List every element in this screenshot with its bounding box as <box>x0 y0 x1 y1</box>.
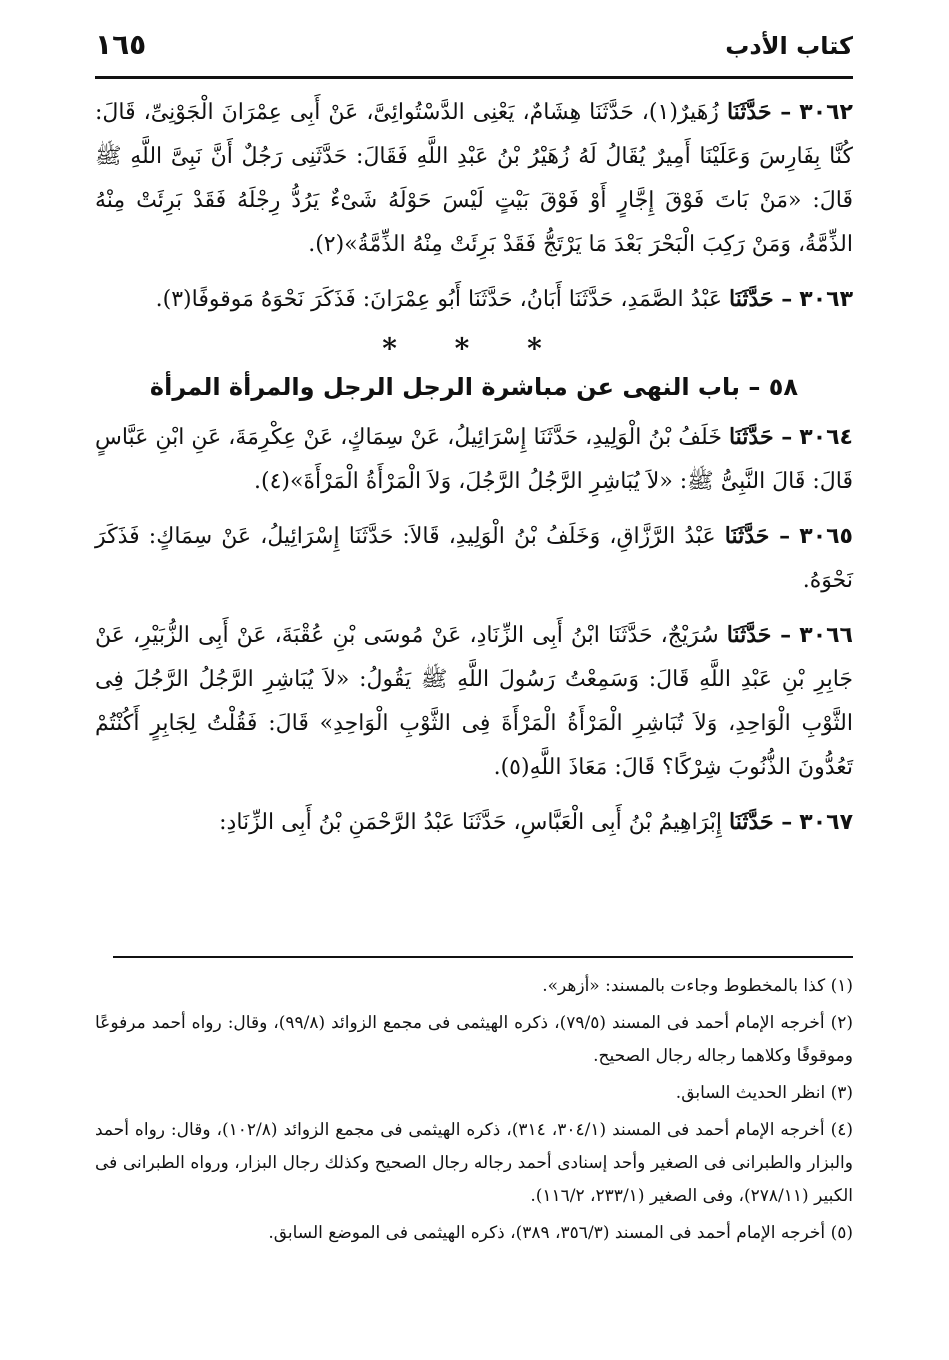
hadith-lead: حَدَّثَنَا <box>724 523 770 549</box>
hadith-text: عَبْدُ الصَّمَدِ، حَدَّثَنَا أَبَانُ، حَدَّثَنَا أَبُو عِمْرَانَ: فَذَكَرَ نَحْوَهُ مَوقوفًا(٣). <box>155 287 722 312</box>
footnote-mark: (١) <box>830 976 853 996</box>
footnote-text: كذا بالمخطوط وجاءت بالمسند: «أزهر». <box>542 976 826 996</box>
header-rule <box>95 76 853 79</box>
hadith-text: إِبْرَاهِيمُ بْنُ أَبِى الْعَبَّاسِ، حَدَّثَنَا عَبْدُ الرَّحْمَنِ بْنُ أَبِى الزِّنَادِ: <box>219 810 722 835</box>
hadith-lead: حَدَّثَنَا <box>728 424 774 450</box>
hadith-text: سُرَيْجٌ، حَدَّثَنَا ابْنُ أَبِى الزِّنَادِ، عَنْ مُوسَى بْنِ عُقْبَةَ، عَنْ أَبِى الزُّبَيْرِ، عَنْ جَابِرِ بْنِ عَبْدِ اللَّهِ قَالَ: وَسَمِعْتُ رَسُولَ اللَّهِ ﷺ يَقُولُ: «لاَ يُبَاشِرِ الرَّجُلُ الرَّجُلَ فِى الثَّوْبِ الْوَاحِدِ، وَلاَ تُبَاشِرِ الْمَرْأَةُ الْمَرْأَةَ فِى الثَّوْبِ الْوَاحِدِ» قَالَ: فَقُلْتُ لِجَابِرٍ أَكُنْتُمْ تَعُدُّونَ الذُّنُوبَ شِرْكًا؟ قَالَ: مَعَاذَ اللَّهِ(٥). <box>95 623 853 780</box>
footnote-3 <box>95 1077 853 1110</box>
footnote-text: أخرجه الإمام أحمد فى المسند (٣٥٦/٣، ٣٨٩)، ذكره الهيثمى فى الموضع السابق. <box>268 1223 826 1243</box>
hadith-3063: ٣٠٦٣ – حَدَّثَنَا عَبْدُ الصَّمَدِ، حَدَّثَنَا أَبَانُ، حَدَّثَنَا أَبُو عِمْرَانَ: فَذَكَرَ نَحْوَهُ مَوقوفًا(٣). <box>155 286 853 312</box>
hadith-number: ٣٠٦٤ <box>799 425 853 450</box>
book-title: كتاب الأدب <box>725 32 853 60</box>
page-header <box>95 28 853 68</box>
page-number: ١٦٥ <box>95 28 147 61</box>
hadith-text: عَبْدُ الرَّزَّاقِ، وَخَلَفُ بْنُ الْوَلِيدِ، قَالاَ: حَدَّثَنَا إِسْرَائِيلُ، عَنْ سِمَاكٍ: فَذَكَرَ نَحْوَهُ. <box>95 524 853 593</box>
hadith-3062: ٣٠٦٢ – حَدَّثَنَا زُهَيرٌ(١)، حَدَّثَنَا هِشَامٌ، يَعْنِى الدَّسْتُوائِىَّ، عَنْ أَبِى عِمْرَانَ الْجَوْنِىِّ، قَالَ: كُنَّا بِفَارِسَ وَعَلَيْنَا أَمِيرٌ يُقَالُ لَهُ زُهَيْرُ بْنُ عَبْدِ اللَّهِ فَقَالَ: حَدَّثَنِى رَجُلٌ أَنَّ نَبِىَّ اللَّهِ ﷺ قَالَ: «مَنْ بَاتَ فَوْقَ إِجَّارٍ أَوْ فَوْقَ بَيْتٍ لَيْسَ حَوْلَهُ شَىْءٌ يَرُدُّ رِجْلَهُ فَقَدْ بَرِئَتْ مِنْهُ الذِّمَّةُ، وَمَنْ رَكِبَ الْبَحْرَ بَعْدَ مَا يَرْتَجُّ فَقَدْ بَرِئَتْ مِنْهُ الذِّمَّةُ»(٢). <box>95 99 853 257</box>
hadith-number: ٣٠٦٣ <box>799 287 853 312</box>
footnote-5 <box>95 1217 853 1250</box>
hadith-number: ٣٠٦٦ <box>799 623 853 648</box>
chapter-title: ٥٨ – باب النهى عن مباشرة الرجل الرجل والمرأة المرأة <box>149 373 799 401</box>
footnote-2 <box>95 1007 853 1073</box>
footnote-text: أخرجه الإمام أحمد فى المسند (٧٩/٥)، ذكره الهيثمى فى مجمع الزوائد (٩٩/٨)، وقال: رواه أحمد مرفوعًا وموقوفًا وكلاهما رجاله رجال الصحيح. <box>95 1013 853 1066</box>
footnote-text: أخرجه الإمام أحمد فى المسند (٣٠٤/١، ٣١٤)، ذكره الهيثمى فى مجمع الزوائد (١٠٢/٨)، وقال: رواه أحمد والبزار والطبرانى فى الصغير وأحد إسنادى أحمد رجاله رجال الصحيح وكذلك رجال البزار، ورواه الطبرانى فى الكبير (٢٧٨/١١)، وفى الصغير (٢٣٣/١، ١١٦/٢). <box>95 1120 853 1206</box>
hadith-number: ٣٠٦٥ <box>799 524 853 549</box>
hadith-text: زُهَيرٌ(١)، حَدَّثَنَا هِشَامٌ، يَعْنِى الدَّسْتُوائِىَّ، عَنْ أَبِى عِمْرَانَ الْجَوْنِىِّ، قَالَ: كُنَّا بِفَارِسَ وَعَلَيْنَا أَمِيرٌ يُقَالُ لَهُ زُهَيْرُ بْنُ عَبْدِ اللَّهِ فَقَالَ: حَدَّثَنِى رَجُلٌ أَنَّ نَبِىَّ اللَّهِ ﷺ قَالَ: «مَنْ بَاتَ فَوْقَ إِجَّارٍ أَوْ فَوْقَ بَيْتٍ لَيْسَ حَوْلَهُ شَىْءٌ يَرُدُّ رِجْلَهُ فَقَدْ بَرِئَتْ مِنْهُ الذِّمَّةُ، وَمَنْ رَكِبَ الْبَحْرَ بَعْدَ مَا يَرْتَجُّ فَقَدْ بَرِئَتْ مِنْهُ الذِّمَّةُ»(٢). <box>95 100 853 257</box>
footnote-mark: (٤) <box>830 1120 853 1140</box>
footnotes <box>95 970 853 1254</box>
hadith-3066: ٣٠٦٦ – حَدَّثَنَا سُرَيْجٌ، حَدَّثَنَا ابْنُ أَبِى الزِّنَادِ، عَنْ مُوسَى بْنِ عُقْبَةَ، عَنْ أَبِى الزُّبَيْرِ، عَنْ جَابِرِ بْنِ عَبْدِ اللَّهِ قَالَ: وَسَمِعْتُ رَسُولَ اللَّهِ ﷺ يَقُولُ: «لاَ يُبَاشِرِ الرَّجُلُ الرَّجُلَ فِى الثَّوْبِ الْوَاحِدِ، وَلاَ تُبَاشِرِ الْمَرْأَةُ الْمَرْأَةَ فِى الثَّوْبِ الْوَاحِدِ» قَالَ: فَقُلْتُ لِجَابِرٍ أَكُنْتُمْ تَعُدُّونَ الذُّنُوبَ شِرْكًا؟ قَالَ: مَعَاذَ اللَّهِ(٥). <box>95 622 853 780</box>
footnote-4 <box>95 1114 853 1213</box>
footnote-mark: (٣) <box>830 1083 853 1103</box>
hadith-lead: حَدَّثَنَا <box>726 99 772 125</box>
hadith-number: ٣٠٦٢ <box>799 100 853 125</box>
footnote-mark: (٥) <box>830 1223 853 1243</box>
hadith-number: ٣٠٦٧ <box>799 810 853 835</box>
hadith-text: خَلَفُ بْنُ الْوَلِيدِ، حَدَّثَنَا إِسْرَائِيلُ، عَنْ سِمَاكٍ، عَنْ عِكْرِمَةَ، عَنِ ابْنِ عَبَّاسٍ قَالَ: قَالَ النَّبِىُّ ﷺ: «لاَ يُبَاشِرِ الرَّجُلُ الرَّجُلَ، وَلاَ الْمَرْأَةُ الْمَرْأَةَ»(٤). <box>95 425 853 494</box>
hadith-lead: حَدَّثَنَا <box>728 809 774 835</box>
footnote-1 <box>95 970 853 1003</box>
hadith-3065: ٣٠٦٥ – حَدَّثَنَا عَبْدُ الرَّزَّاقِ، وَخَلَفُ بْنُ الْوَلِيدِ، قَالاَ: حَدَّثَنَا إِسْرَائِيلُ، عَنْ سِمَاكٍ: فَذَكَرَ نَحْوَهُ. <box>95 523 853 593</box>
hadith-3064: ٣٠٦٤ – حَدَّثَنَا خَلَفُ بْنُ الْوَلِيدِ، حَدَّثَنَا إِسْرَائِيلُ، عَنْ سِمَاكٍ، عَنْ عِكْرِمَةَ، عَنِ ابْنِ عَبَّاسٍ قَالَ: قَالَ النَّبِىُّ ﷺ: «لاَ يُبَاشِرِ الرَّجُلُ الرَّجُلَ، وَلاَ الْمَرْأَةُ الْمَرْأَةَ»(٤). <box>95 424 853 494</box>
hadith-3067: ٣٠٦٧ – حَدَّثَنَا إِبْرَاهِيمُ بْنُ أَبِى الْعَبَّاسِ، حَدَّثَنَا عَبْدُ الرَّحْمَنِ بْنُ أَبِى الزِّنَادِ: <box>219 809 853 835</box>
hadith-lead: حَدَّثَنَا <box>728 286 774 312</box>
footnote-mark: (٢) <box>830 1013 853 1033</box>
hadith-lead: حَدَّثَنَا <box>726 622 772 648</box>
main-text <box>95 90 853 855</box>
section-separator: * * * <box>382 332 566 365</box>
book-page <box>95 28 853 1348</box>
footnote-text: انظر الحديث السابق. <box>675 1083 826 1103</box>
footnote-rule <box>113 956 853 958</box>
